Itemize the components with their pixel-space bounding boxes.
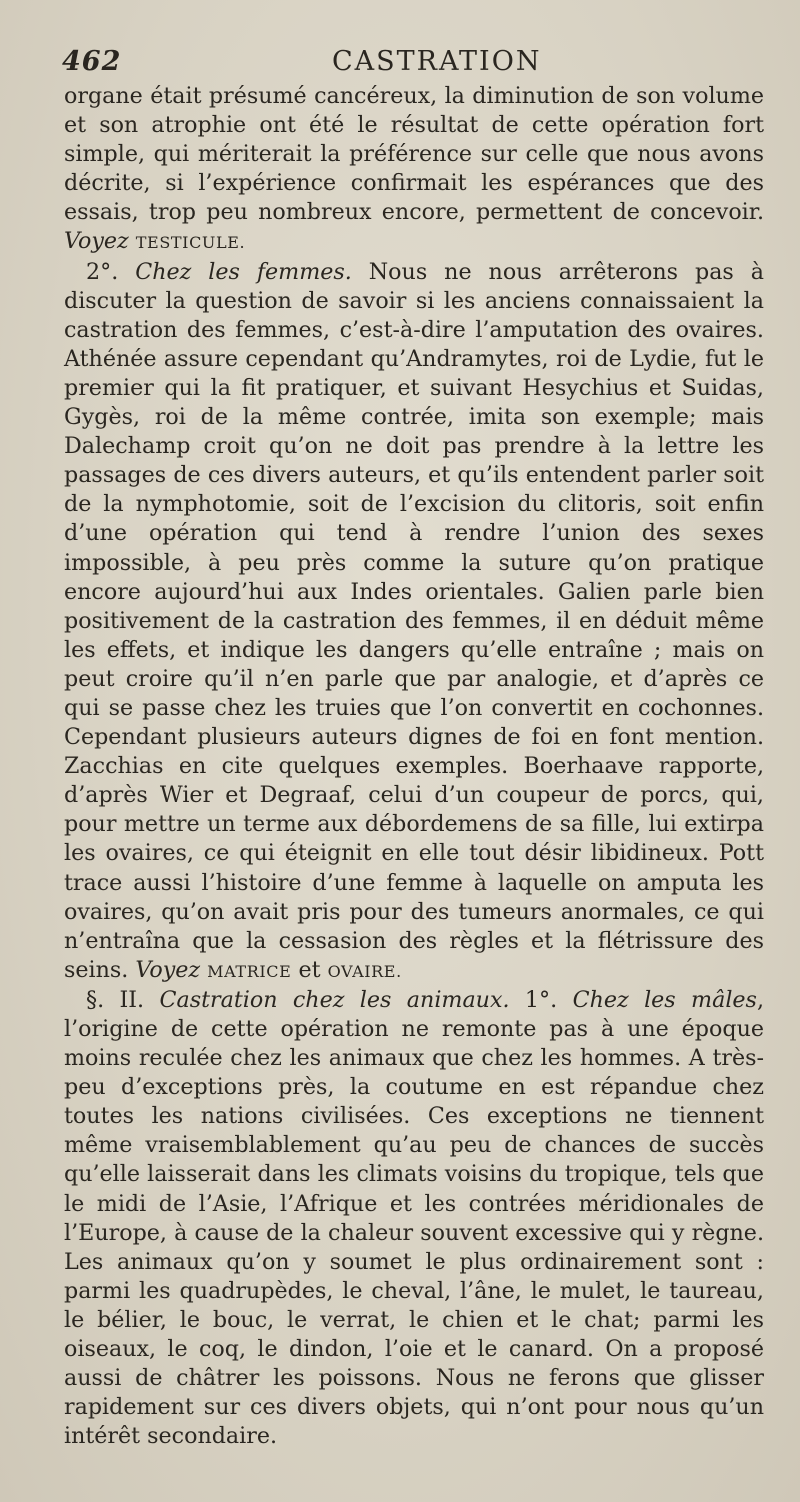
running-head: CASTRATION	[332, 46, 542, 77]
paragraph-castration-animaux	[64, 986, 764, 1452]
paragraph-text: Nous ne nous arrêterons pas à discuter la question de savoir si les anciens connaissaient la castration des femmes, c’est-à-dire l’amputation des ovaires. Athénée assure cependant qu’Andramytes, roi de Lydie, fut le premier qui la fit pratiquer, et suivant Hesychius et Suidas, Gygès, roi de la même contrée, imita son exemple; mais Dalechamp croit qu’on ne doit pas prendre à la lettre les passages de ces divers auteurs, et qu’ils entendent parler soit de la nymphotomie, soit de l’excision du clitoris, soit enfin d’une opération qui tend à rendre l’union des sexes impossible, à peu près comme la suture qu’on pratique encore aujourd’hui aux Indes orientales. Galien parle bien positivement de la castration des femmes, il en déduit même les effets, et indique les dangers qu’elle entraîne ; mais on peut croire qu’il n’en parle que par analogie, et d’après ce qui se passe chez les truies que l’on convertit en cochonnes. Cependant plusieurs auteurs dignes de foi en font mention. Zacchias en cite quelques exemples. Boerhaave rapporte, d’après Wier et Degraaf, celui d’un coupeur de porcs, qui, pour mettre un terme aux débordemens de sa fille, lui extirpa les ovaires, ce qui éteignit en elle tout désir libidineux. Pott trace aussi l’histoire d’une femme à laquelle on amputa les ovaires, qu’on avait pris pour des tumeurs anormales, ce qui n’entraîna que la cessasion des règles et la flétrissure des seins.	[64, 258, 764, 983]
paragraph-chez-les-femmes	[64, 258, 764, 986]
paragraph-text: organe était présumé cancéreux, la diminution de son volume et son atrophie ont été le résultat de cette opération fort simple, qui mériterait la préférence sur celle que nous avons décrite, si l’expérience confirmait les espérances que des essais, trop peu nombreux encore, permettent de concevoir.	[64, 83, 764, 226]
page-header	[62, 46, 742, 82]
paragraph-text	[129, 228, 136, 254]
italic-text: Voyez	[135, 956, 201, 983]
paragraph-text: et	[291, 956, 328, 983]
cross-reference: OVAIRE.	[327, 961, 402, 981]
paragraph-testicule	[64, 82, 764, 258]
cross-reference: MATRICE	[207, 961, 292, 981]
body-text	[64, 82, 764, 1451]
italic-text: Chez les femmes.	[135, 258, 352, 285]
italic-text: Voyez	[64, 228, 129, 255]
cross-reference: TESTICULE.	[135, 233, 246, 253]
italic-text: Castration chez les animaux.	[159, 986, 510, 1013]
paragraph-text: 1°.	[509, 986, 573, 1013]
italic-text: Chez les mâles	[572, 986, 757, 1013]
paragraph-text: 2°.	[86, 258, 136, 285]
paragraph-text: , l’origine de cette opération ne remonte pas à une époque moins reculée chez les animaux que chez les hommes. A très-peu d’exceptions près, la coutume en est répandue chez toutes les nations civilisées. Ces exceptions ne tiennent même vraisemblablement qu’au peu de chances de succès qu’elle laisserait dans les climats voisins du tropique, tels que le midi de l’Asie, l’Afrique et les contrées méridionales de l’Europe, à cause de la chaleur souvent excessive qui y règne. Les animaux qu’on y soumet le plus ordinairement sont : parmi les quadrupèdes, le cheval, l’âne, le mulet, le taureau, le bélier, le bouc, le verrat, le chien et le chat; parmi les oiseaux, le coq, le dindon, l’oie et le canard. On a proposé aussi de châtrer les poissons. Nous ne ferons que glisser rapidement sur ces divers objets, qui n’ont pour nous qu’un intérêt secondaire.	[64, 986, 765, 1450]
paragraph-text: §. II.	[86, 986, 160, 1013]
page-number: 462	[62, 46, 122, 77]
